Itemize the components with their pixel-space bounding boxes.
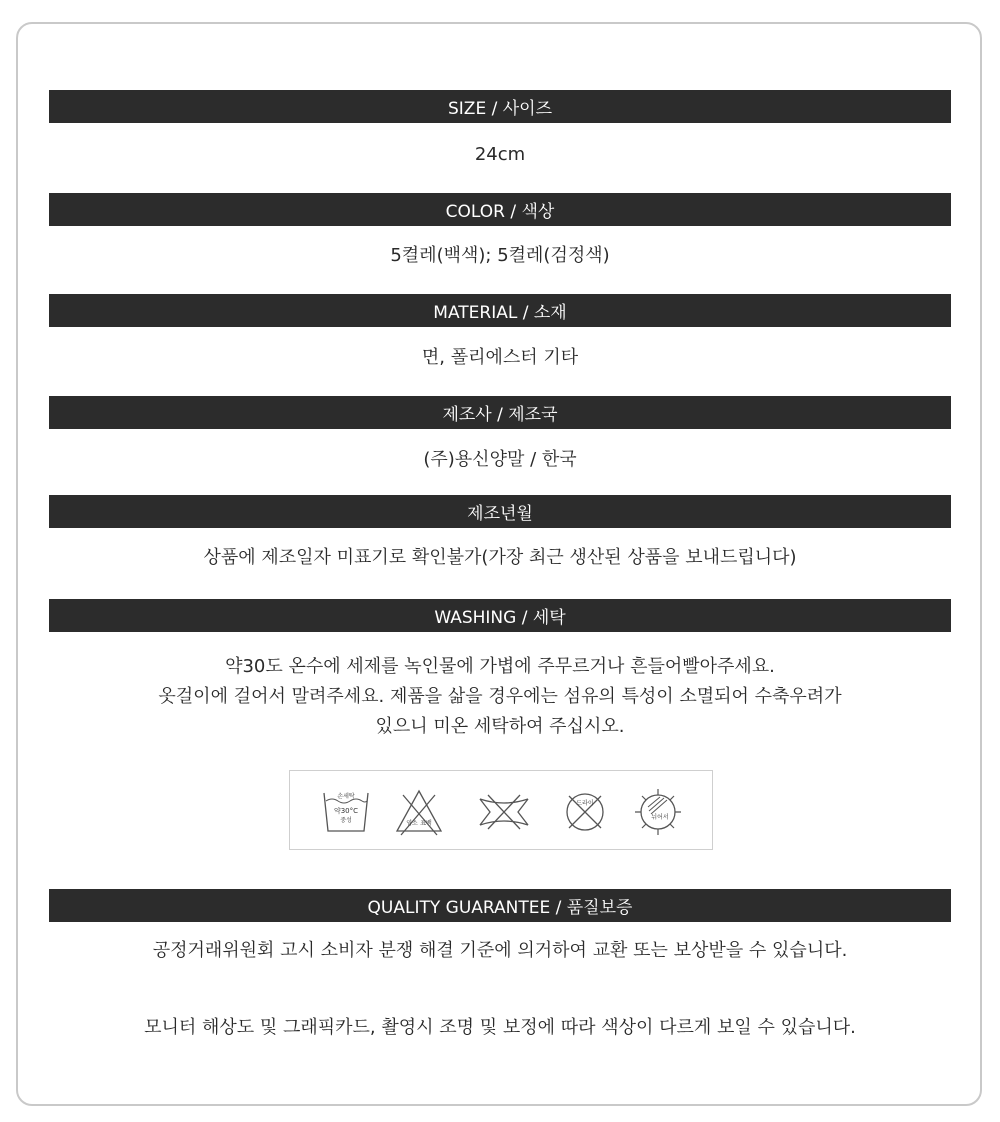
hand-wash-icon — [318, 785, 374, 839]
material-value: 면, 폴리에스터 기타 — [421, 347, 579, 368]
hand-wash-label: 손세탁 — [337, 793, 355, 800]
washing-line: 있으니 미온 세탁하여 주십시오. — [375, 716, 625, 737]
dry-clean-label: 드라이 — [576, 800, 594, 807]
manufacture-date-header: 제조년월 — [49, 495, 951, 528]
size-header: SIZE / 사이즈 — [49, 90, 951, 123]
washing-header: WASHING / 세탁 — [49, 599, 951, 632]
color-header: COLOR / 색상 — [49, 193, 951, 226]
temperature-label: 약30°C — [333, 807, 359, 815]
bleach-label-left: 염소 — [406, 820, 418, 827]
detergent-label: 중성 — [340, 817, 352, 824]
size-value: 24cm — [474, 144, 526, 165]
flat-dry-label: 뉘어서 — [651, 814, 669, 821]
washing-line: 옷걸이에 걸어서 말려주세요. 제품을 삶을 경우에는 섬유의 특성이 소멸되어 수축우려가 — [158, 686, 842, 707]
manufacture-date-value: 상품에 제조일자 미표기로 확인불가(가장 최근 생산된 상품을 보내드립니다) — [203, 547, 797, 568]
care-icons-panel — [289, 770, 713, 850]
material-header: MATERIAL / 소재 — [49, 294, 951, 327]
manufacturer-header: 제조사 / 제조국 — [49, 396, 951, 429]
washing-instructions — [49, 652, 951, 742]
quality-guarantee-header: QUALITY GUARANTEE / 품질보증 — [49, 889, 951, 922]
manufacturer-value: (주)용신양말 / 한국 — [423, 449, 577, 470]
washing-line: 약30도 온수에 세제를 녹인물에 가볍에 주무르거나 흔들어빨아주세요. — [225, 656, 775, 677]
no-dry-clean-icon — [557, 785, 613, 839]
color-value: 5켤레(백색); 5켤레(검정색) — [390, 245, 610, 266]
guarantee-text: 공정거래위원회 고시 소비자 분쟁 해결 기준에 의거하여 교환 또는 보상받을 수 있습니다. — [152, 940, 848, 961]
no-bleach-icon — [391, 785, 447, 839]
no-wring-icon — [476, 785, 532, 839]
flat-dry-icon — [630, 785, 686, 839]
bleach-label-right: 표백 — [420, 820, 432, 827]
display-notice-text: 모니터 해상도 및 그래픽카드, 촬영시 조명 및 보정에 따라 색상이 다르게 보일 수 있습니다. — [144, 1017, 856, 1038]
